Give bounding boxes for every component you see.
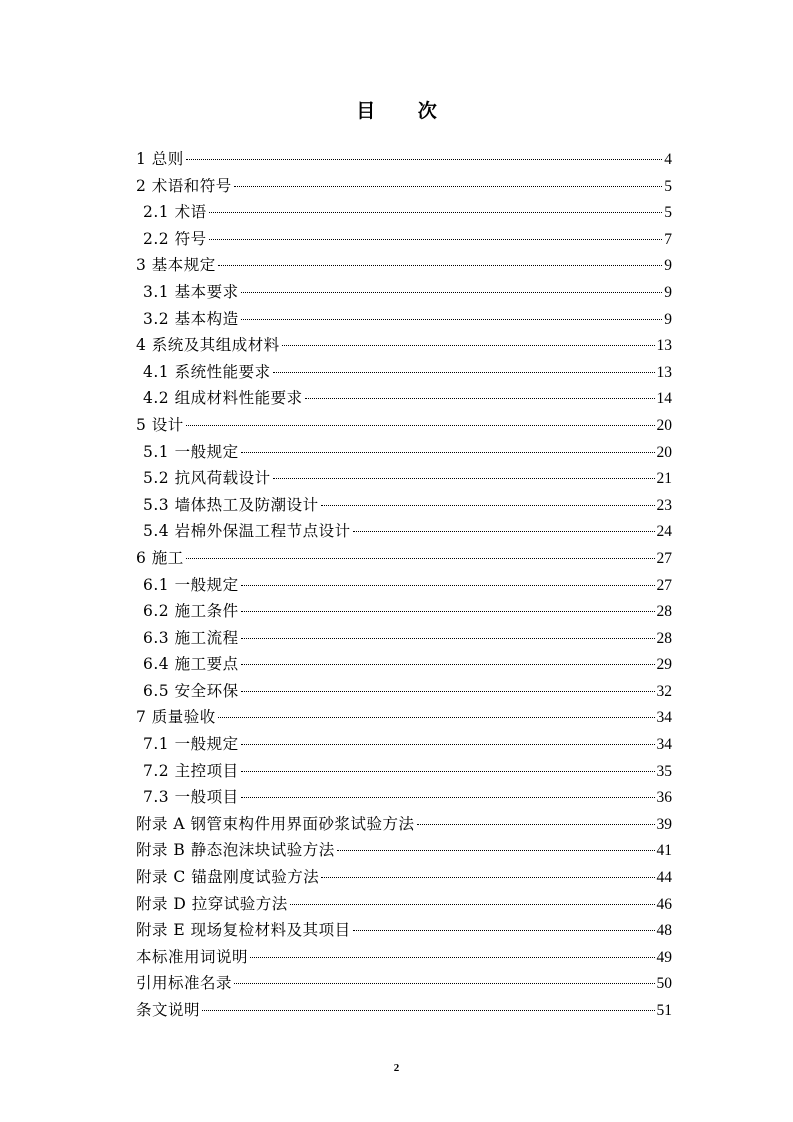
toc-entry[interactable] xyxy=(136,758,672,785)
toc-entry-label: 3 基本规定 xyxy=(136,256,216,275)
toc-entry[interactable] xyxy=(136,492,672,519)
toc-entry-page: 13 xyxy=(656,363,672,381)
toc-entry[interactable] xyxy=(136,199,672,226)
toc-entry[interactable] xyxy=(136,518,672,545)
toc-entry[interactable] xyxy=(136,465,672,492)
toc-entry-page: 44 xyxy=(656,869,672,887)
toc-entry-page: 21 xyxy=(656,470,672,488)
toc-entry[interactable] xyxy=(136,970,672,997)
toc-entry[interactable] xyxy=(136,279,672,306)
toc-entry-page: 49 xyxy=(656,948,672,966)
toc-entry-page: 41 xyxy=(656,842,672,860)
toc-entry[interactable] xyxy=(136,811,672,838)
toc-entry-page: 14 xyxy=(656,390,672,408)
toc-entry-page: 9 xyxy=(664,310,672,328)
toc-entry-label: 7.2 主控项目 xyxy=(143,761,239,780)
toc-entry-label: 附录 E 现场复检材料及其项目 xyxy=(136,921,351,940)
toc-dot-leader xyxy=(273,478,655,479)
toc-entry[interactable] xyxy=(136,731,672,758)
toc-entry-label: 引用标准名录 xyxy=(136,974,233,993)
toc-entry-label: 2 术语和符号 xyxy=(136,176,232,195)
toc-dot-leader xyxy=(250,957,654,958)
toc-entry-page: 7 xyxy=(664,230,672,248)
toc-entry-page: 35 xyxy=(656,762,672,780)
toc-entry[interactable] xyxy=(136,252,672,279)
toc-dot-leader xyxy=(209,239,663,240)
toc-dot-leader xyxy=(241,319,663,320)
toc-entry-page: 34 xyxy=(656,736,672,754)
toc-entry[interactable] xyxy=(136,651,672,678)
toc-entry[interactable] xyxy=(136,146,672,173)
toc-entry-page: 4 xyxy=(664,151,672,168)
toc-entry[interactable] xyxy=(136,598,672,625)
toc-dot-leader xyxy=(209,212,663,213)
toc-entry-page: 5 xyxy=(664,177,672,195)
toc-entry[interactable] xyxy=(136,359,672,386)
toc-entry[interactable] xyxy=(136,678,672,705)
toc-dot-leader xyxy=(241,797,655,798)
toc-entry-label: 4.2 组成材料性能要求 xyxy=(143,389,303,408)
toc-dot-leader xyxy=(417,824,655,825)
toc-entry-page: 9 xyxy=(664,257,672,275)
toc-entry-page: 48 xyxy=(656,922,672,940)
toc-entry-page: 46 xyxy=(656,895,672,913)
toc-entry-label: 4.1 系统性能要求 xyxy=(143,362,271,381)
toc-entry[interactable] xyxy=(136,997,672,1024)
toc-entry[interactable] xyxy=(136,226,672,253)
toc-dot-leader xyxy=(241,611,655,612)
toc-dot-leader xyxy=(234,186,662,187)
toc-entry[interactable] xyxy=(136,891,672,918)
toc-entry-label: 条文说明 xyxy=(136,1001,201,1019)
toc-entry[interactable] xyxy=(136,306,672,333)
page-title: 目 次 xyxy=(356,100,455,122)
toc-dot-leader xyxy=(218,265,662,266)
toc-entry-page: 27 xyxy=(656,576,672,594)
toc-entry-label: 5.3 墙体热工及防潮设计 xyxy=(143,495,319,514)
toc-dot-leader xyxy=(241,691,655,692)
toc-entry-label: 7 质量验收 xyxy=(136,708,216,727)
toc-entry[interactable] xyxy=(136,944,672,971)
toc-entry-label: 附录 D 拉穿试验方法 xyxy=(136,894,288,913)
toc-dot-leader xyxy=(321,505,655,506)
toc-entry[interactable] xyxy=(136,704,672,731)
toc-entry-page: 32 xyxy=(656,682,672,700)
toc-dot-leader xyxy=(186,558,655,559)
toc-dot-leader xyxy=(337,850,655,851)
toc-dot-leader xyxy=(241,638,655,639)
toc-entry[interactable] xyxy=(136,545,672,572)
toc-dot-leader xyxy=(241,452,655,453)
toc-entry-page: 20 xyxy=(656,416,672,434)
toc-entry[interactable] xyxy=(136,572,672,599)
toc-entry[interactable] xyxy=(136,412,672,439)
toc-entry-label: 7.3 一般项目 xyxy=(143,788,239,807)
toc-entry-page: 34 xyxy=(656,709,672,727)
toc-dot-leader xyxy=(273,372,655,373)
toc-entry-label: 3.1 基本要求 xyxy=(143,282,239,301)
toc-entry-label: 7.1 一般规定 xyxy=(143,735,239,754)
toc-entry-label: 4 系统及其组成材料 xyxy=(136,336,280,355)
toc-dot-leader xyxy=(241,664,655,665)
toc-dot-leader xyxy=(218,717,655,718)
table-of-contents xyxy=(136,146,672,1024)
page-number: 2 xyxy=(393,1062,400,1074)
toc-entry-label: 附录 C 锚盘刚度试验方法 xyxy=(136,868,320,887)
toc-entry-label: 6 施工 xyxy=(136,548,184,567)
toc-entry-label: 6.3 施工流程 xyxy=(143,628,239,647)
toc-dot-leader xyxy=(305,398,655,399)
toc-entry[interactable] xyxy=(136,837,672,864)
toc-dot-leader xyxy=(241,585,655,586)
toc-entry-page: 28 xyxy=(656,603,672,621)
toc-entry-page: 13 xyxy=(656,337,672,355)
toc-entry-page: 28 xyxy=(656,629,672,647)
toc-entry[interactable] xyxy=(136,784,672,811)
toc-entry-label: 附录 B 静态泡沫块试验方法 xyxy=(136,841,335,860)
toc-entry-label: 2.1 术语 xyxy=(143,203,207,222)
toc-entry-page: 29 xyxy=(656,656,672,674)
toc-entry-page: 9 xyxy=(664,283,672,301)
toc-entry-label: 6.1 一般规定 xyxy=(143,575,239,594)
toc-entry[interactable] xyxy=(136,864,672,891)
toc-entry-label: 2.2 符号 xyxy=(143,229,207,248)
toc-entry[interactable] xyxy=(136,385,672,412)
toc-entry-label: 5 设计 xyxy=(136,415,184,434)
toc-entry-page: 39 xyxy=(656,815,672,833)
toc-entry-page: 5 xyxy=(664,204,672,222)
toc-entry[interactable] xyxy=(136,625,672,652)
toc-dot-leader xyxy=(353,930,655,931)
toc-entry-label: 5.4 岩棉外保温工程节点设计 xyxy=(143,522,351,541)
toc-entry-page: 20 xyxy=(656,443,672,461)
toc-entry-label: 5.2 抗风荷载设计 xyxy=(143,469,271,488)
toc-entry[interactable] xyxy=(136,173,672,200)
toc-dot-leader xyxy=(290,904,655,905)
toc-entry-label: 5.1 一般规定 xyxy=(143,442,239,461)
toc-entry-label: 6.4 施工要点 xyxy=(143,655,239,674)
toc-entry-label: 3.2 基本构造 xyxy=(143,309,239,328)
toc-entry-page: 36 xyxy=(656,789,672,807)
toc-dot-leader xyxy=(241,744,655,745)
toc-dot-leader xyxy=(282,345,655,346)
toc-dot-leader xyxy=(321,877,654,878)
toc-entry[interactable] xyxy=(136,439,672,466)
toc-dot-leader xyxy=(186,159,662,160)
toc-entry-page: 51 xyxy=(656,1002,672,1019)
toc-dot-leader xyxy=(353,531,655,532)
toc-dot-leader xyxy=(234,983,654,984)
toc-entry-page: 23 xyxy=(656,496,672,514)
toc-dot-leader xyxy=(241,771,655,772)
toc-entry-label: 1 总则 xyxy=(136,150,184,168)
toc-entry-label: 6.2 施工条件 xyxy=(143,602,239,621)
toc-entry-page: 50 xyxy=(656,975,672,993)
toc-dot-leader xyxy=(241,292,663,293)
toc-entry[interactable] xyxy=(136,332,672,359)
toc-dot-leader xyxy=(186,425,655,426)
toc-entry-label: 本标准用词说明 xyxy=(136,947,249,966)
toc-entry-label: 6.5 安全环保 xyxy=(143,681,239,700)
toc-entry[interactable] xyxy=(136,917,672,944)
toc-entry-label: 附录 A 钢管束构件用界面砂浆试验方法 xyxy=(136,814,415,833)
toc-dot-leader xyxy=(202,1010,654,1011)
toc-entry-page: 24 xyxy=(656,523,672,541)
toc-entry-page: 27 xyxy=(656,549,672,567)
